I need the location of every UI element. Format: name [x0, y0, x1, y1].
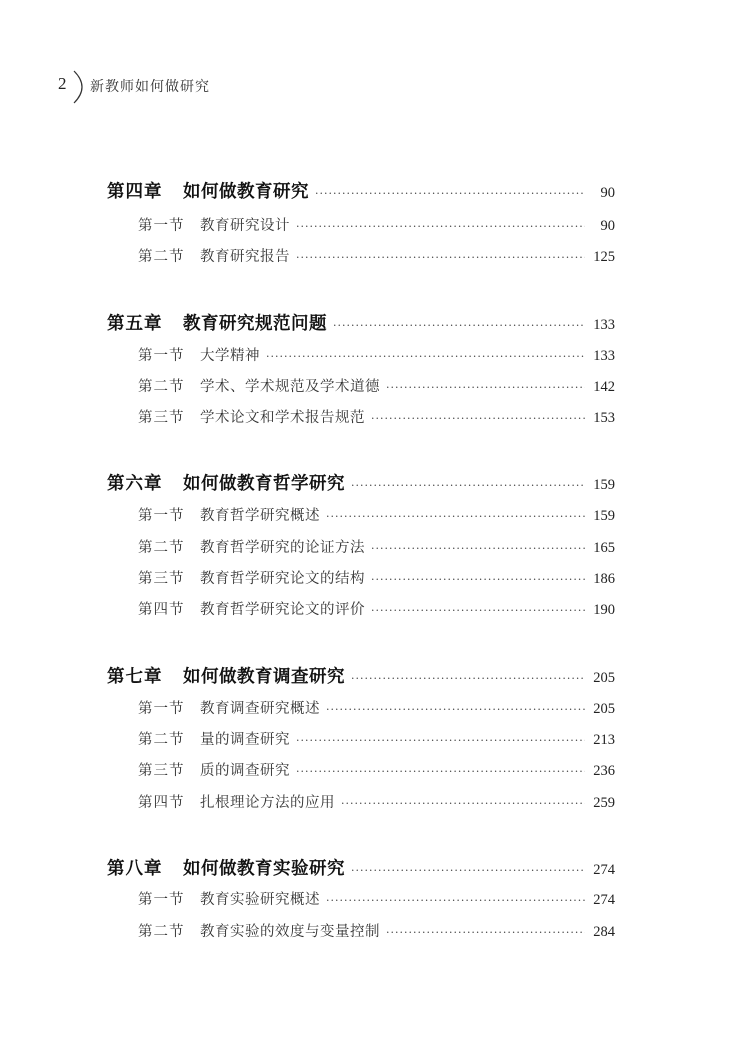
section-label: 第三节 — [138, 763, 185, 779]
toc-section[interactable] — [138, 888, 615, 909]
section-label: 第三节 — [138, 410, 185, 426]
section-label: 第三节 — [138, 571, 185, 587]
section-title: 教育哲学研究的论证方法 — [200, 540, 365, 556]
section-page: 90 — [600, 218, 615, 234]
chapter-title: 如何做教育实验研究 — [183, 859, 345, 879]
dot-leader — [371, 542, 585, 555]
dot-leader — [296, 220, 585, 233]
section-label: 第一节 — [138, 701, 185, 717]
section-label: 第一节 — [138, 348, 185, 364]
dot-leader — [351, 864, 585, 877]
section-page: 165 — [593, 540, 615, 556]
dot-leader — [296, 251, 585, 264]
section-page: 205 — [593, 701, 615, 717]
toc-chapter-6[interactable] — [107, 470, 615, 495]
dot-leader — [326, 510, 585, 523]
toc-section[interactable] — [138, 344, 615, 365]
chapter-page: 90 — [600, 185, 615, 201]
toc-chapter-5[interactable] — [107, 310, 615, 335]
section-title: 学术、学术规范及学术道德 — [200, 379, 380, 395]
toc-section[interactable] — [138, 406, 615, 427]
toc-section[interactable] — [138, 245, 615, 266]
toc-section[interactable] — [138, 920, 615, 941]
toc-chapter-8[interactable] — [107, 855, 615, 880]
toc-section[interactable] — [138, 214, 615, 235]
chapter-page: 159 — [593, 477, 615, 493]
toc-chapter-4[interactable] — [107, 178, 615, 203]
section-title: 量的调查研究 — [200, 732, 290, 748]
toc-section[interactable] — [138, 504, 615, 525]
section-page: 274 — [593, 892, 615, 908]
section-page: 236 — [593, 763, 615, 779]
section-label: 第二节 — [138, 540, 185, 556]
section-page: 142 — [593, 379, 615, 395]
toc-section[interactable] — [138, 728, 615, 749]
dot-leader — [296, 734, 585, 747]
dot-leader — [371, 604, 585, 617]
section-title: 扎根理论方法的应用 — [200, 795, 335, 811]
dot-leader — [326, 894, 585, 907]
section-label: 第二节 — [138, 379, 185, 395]
toc-chapter-7[interactable] — [107, 663, 615, 688]
section-page: 213 — [593, 732, 615, 748]
section-page: 153 — [593, 410, 615, 426]
page-number: 2 — [58, 74, 67, 93]
section-title: 教育哲学研究论文的评价 — [200, 602, 365, 618]
section-title: 教育哲学研究论文的结构 — [200, 571, 365, 587]
section-title: 质的调查研究 — [200, 763, 290, 779]
section-title: 教育调查研究概述 — [200, 701, 320, 717]
dot-leader — [333, 319, 585, 332]
dot-leader — [351, 672, 585, 685]
running-header — [58, 70, 278, 104]
section-label: 第二节 — [138, 732, 185, 748]
section-page: 284 — [593, 924, 615, 940]
chapter-label: 第六章 — [107, 474, 163, 494]
dot-leader — [351, 479, 585, 492]
dot-leader — [386, 381, 585, 394]
dot-leader — [315, 187, 585, 200]
dot-leader — [371, 412, 585, 425]
chapter-page: 274 — [593, 862, 615, 878]
section-label: 第一节 — [138, 218, 185, 234]
chapter-label: 第四章 — [107, 182, 163, 202]
section-label: 第二节 — [138, 249, 185, 265]
chapter-title: 如何做教育研究 — [183, 182, 309, 202]
toc-section[interactable] — [138, 536, 615, 557]
chapter-page: 205 — [593, 670, 615, 686]
toc-section[interactable] — [138, 567, 615, 588]
section-label: 第四节 — [138, 795, 185, 811]
section-title: 教育哲学研究概述 — [200, 508, 320, 524]
section-title: 教育研究设计 — [200, 218, 290, 234]
section-page: 125 — [593, 249, 615, 265]
chapter-title: 如何做教育调查研究 — [183, 667, 345, 687]
section-page: 190 — [593, 602, 615, 618]
toc-section[interactable] — [138, 598, 615, 619]
chapter-page: 133 — [593, 317, 615, 333]
chapter-title: 教育研究规范问题 — [183, 314, 327, 334]
section-title: 教育研究报告 — [200, 249, 290, 265]
section-title: 大学精神 — [200, 348, 260, 364]
dot-leader — [326, 703, 585, 716]
section-title: 教育实验研究概述 — [200, 892, 320, 908]
section-page: 133 — [593, 348, 615, 364]
section-page: 186 — [593, 571, 615, 587]
chapter-label: 第七章 — [107, 667, 163, 687]
section-label: 第四节 — [138, 602, 185, 618]
section-title: 学术论文和学术报告规范 — [200, 410, 365, 426]
section-page: 159 — [593, 508, 615, 524]
toc-section[interactable] — [138, 791, 615, 812]
section-label: 第一节 — [138, 892, 185, 908]
dot-leader — [341, 797, 585, 810]
dot-leader — [266, 350, 585, 363]
running-title: 新教师如何做研究 — [90, 79, 210, 95]
chapter-title: 如何做教育哲学研究 — [183, 474, 345, 494]
chapter-label: 第八章 — [107, 859, 163, 879]
dot-leader — [386, 926, 585, 939]
toc-section[interactable] — [138, 697, 615, 718]
toc-section[interactable] — [138, 759, 615, 780]
section-label: 第二节 — [138, 924, 185, 940]
chapter-label: 第五章 — [107, 314, 163, 334]
section-label: 第一节 — [138, 508, 185, 524]
dot-leader — [296, 765, 585, 778]
toc-section[interactable] — [138, 375, 615, 396]
section-title: 教育实验的效度与变量控制 — [200, 924, 380, 940]
dot-leader — [371, 573, 585, 586]
section-page: 259 — [593, 795, 615, 811]
